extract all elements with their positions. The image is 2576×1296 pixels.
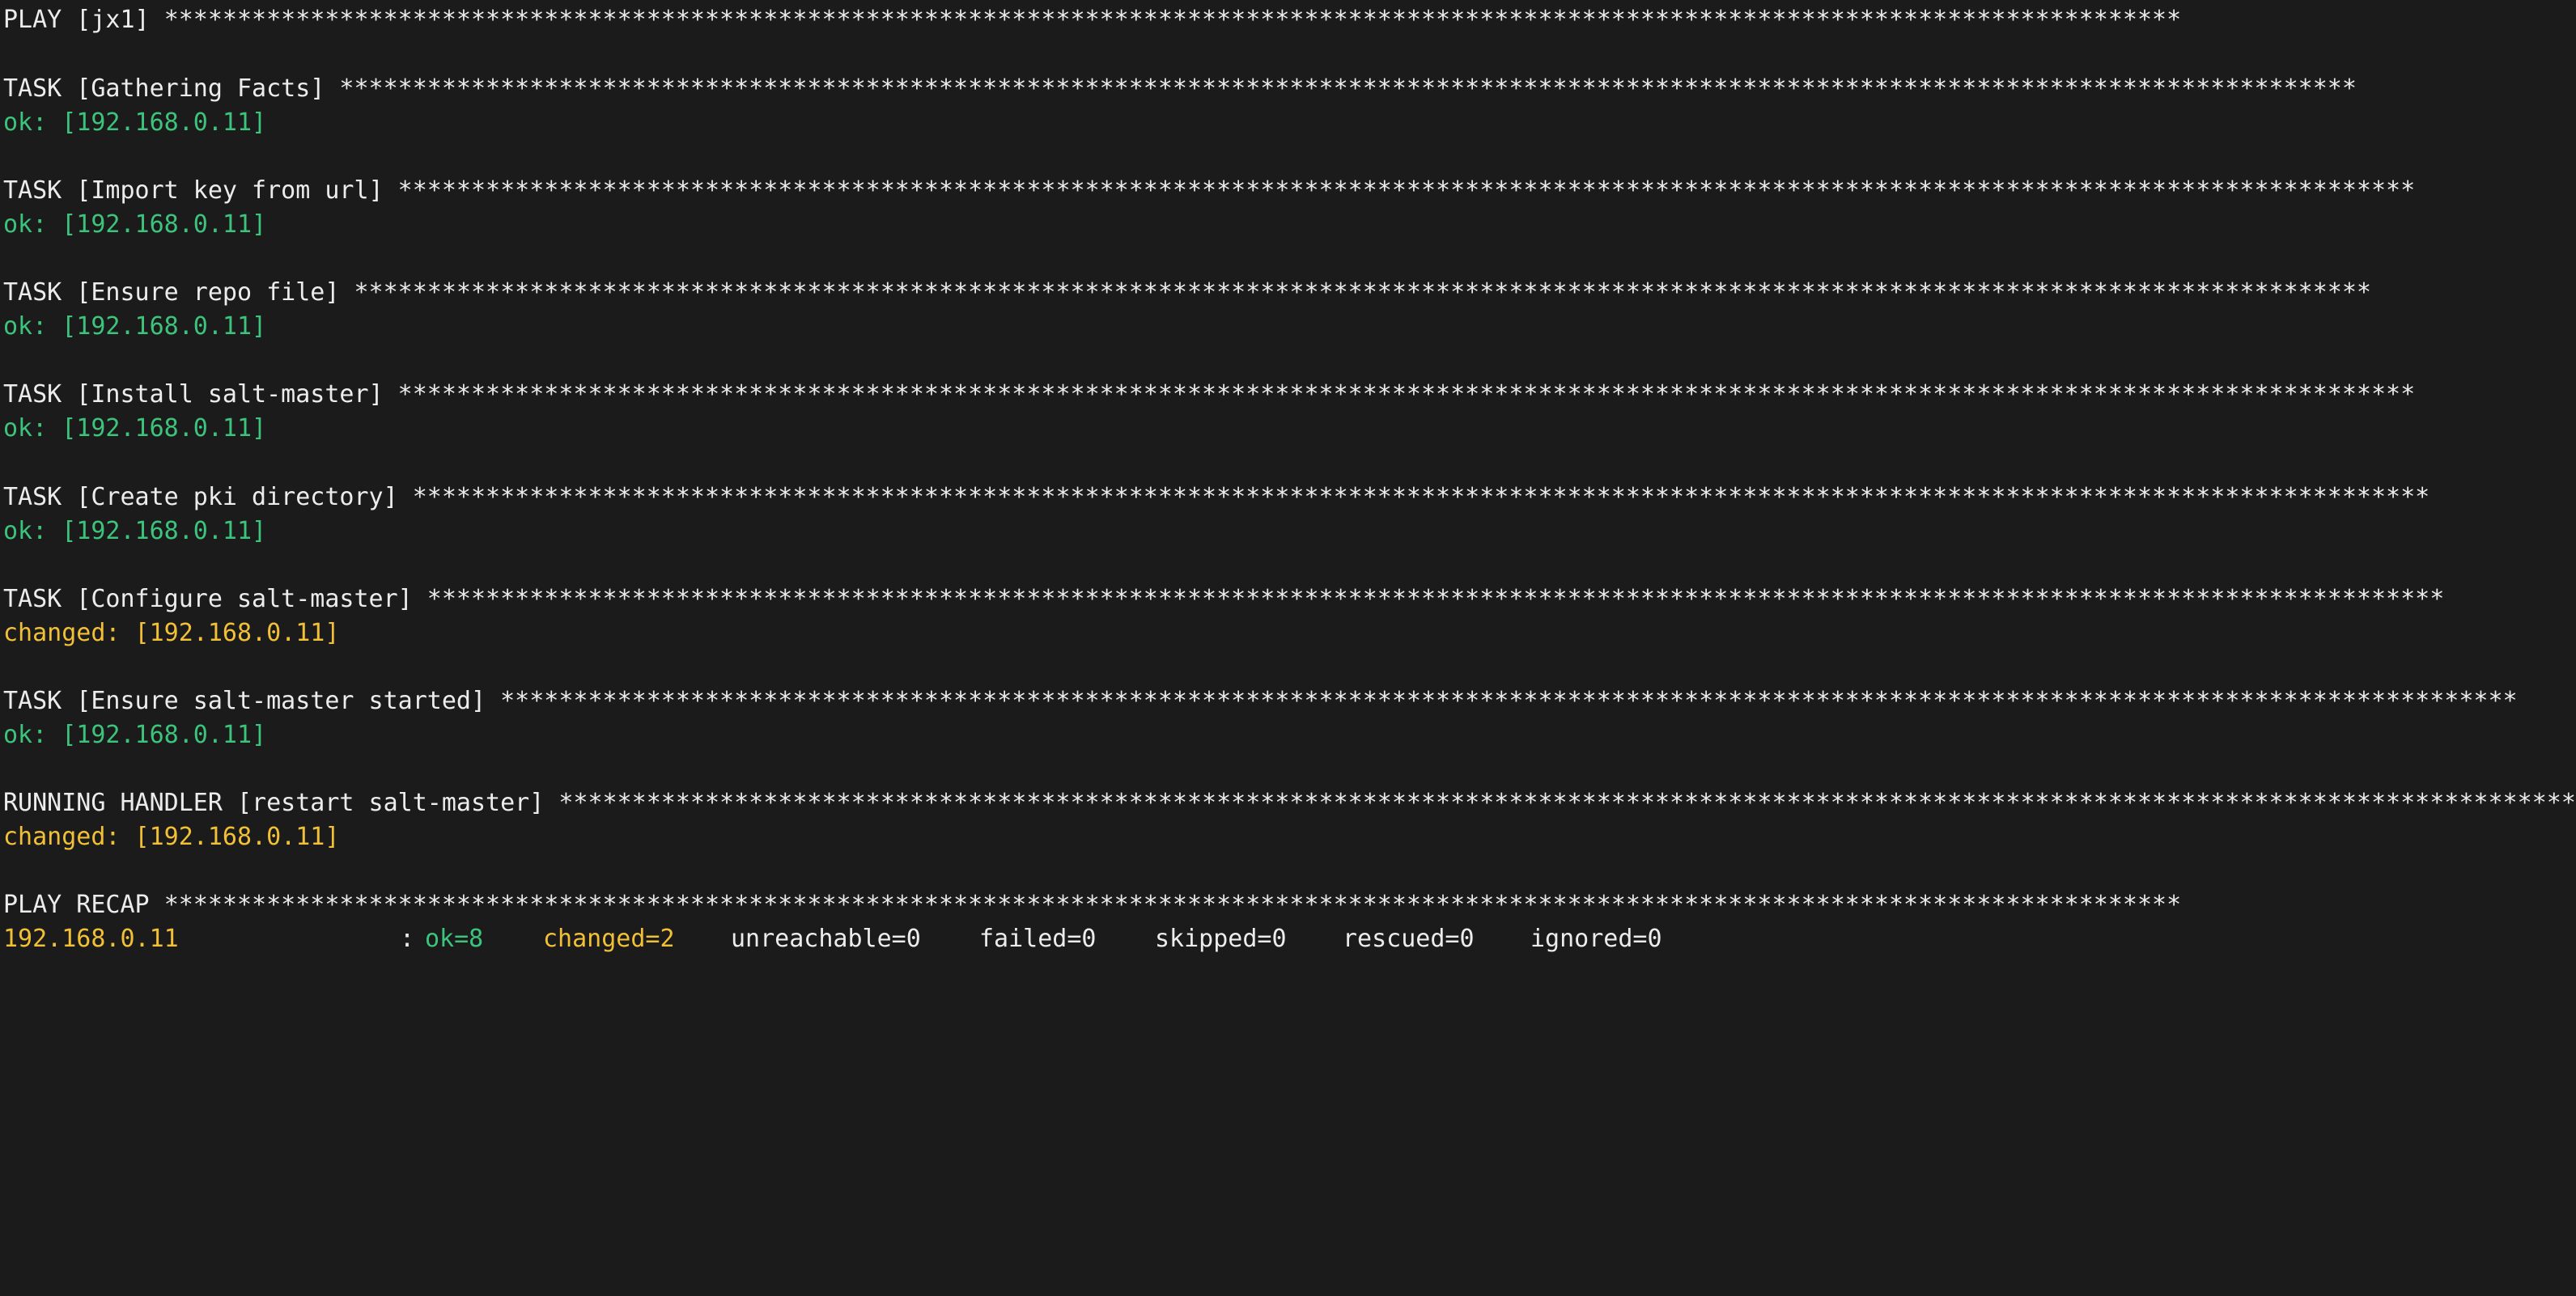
header-stars: ******************************************************************************************************************************************	[558, 789, 2576, 817]
task-header-line	[3, 481, 2430, 515]
recap-host: 192.168.0.11	[3, 925, 179, 953]
task-header-line	[3, 72, 2357, 106]
task-result-ok: ok: [192.168.0.11]	[3, 414, 267, 443]
task-result-ok: ok: [192.168.0.11]	[3, 517, 267, 545]
task-header-label: TASK [Install salt-master]	[3, 380, 384, 409]
task-header-label: TASK [Ensure salt-master started]	[3, 687, 486, 715]
recap-ok-count: ok=8	[425, 925, 484, 953]
header-stars: ******************************************************************************************************************************************	[427, 585, 2445, 613]
handler-result-changed: changed: [192.168.0.11]	[3, 823, 340, 851]
header-stars: ******************************************************************************************************************************************	[397, 176, 2416, 205]
header-stars: ******************************************************************************************************************************************	[500, 687, 2518, 715]
task-header-label: TASK [Create pki directory]	[3, 483, 398, 511]
play-header-label: PLAY [jx1]	[3, 6, 150, 34]
task-header-label: TASK [Configure salt-master]	[3, 585, 413, 613]
recap-separator: :	[400, 925, 415, 953]
task-result-ok: ok: [192.168.0.11]	[3, 312, 267, 341]
recap-rescued-count: rescued=0	[1343, 925, 1475, 953]
task-result-ok: ok: [192.168.0.11]	[3, 721, 267, 749]
task-header-line	[3, 174, 2416, 208]
recap-ignored-count: ignored=0	[1530, 925, 1662, 953]
task-header-line	[3, 378, 2416, 412]
play-recap-header-line	[3, 888, 2182, 922]
task-header-line	[3, 684, 2518, 718]
task-header-label: TASK [Ensure repo file]	[3, 278, 340, 307]
task-header-label: TASK [Import key from url]	[3, 176, 384, 205]
task-header-line	[3, 276, 2371, 310]
play-recap-row	[3, 922, 1865, 956]
task-result-ok: ok: [192.168.0.11]	[3, 210, 267, 239]
handler-header-line	[3, 786, 2576, 820]
recap-unreachable-count: unreachable=0	[731, 925, 921, 953]
header-stars: ******************************************************************************************************************************************	[163, 891, 2182, 919]
recap-failed-count: failed=0	[979, 925, 1097, 953]
handler-header-label: RUNNING HANDLER [restart salt-master]	[3, 789, 545, 817]
header-stars: ******************************************************************************************************************************************	[163, 6, 2182, 34]
recap-changed-count: changed=2	[543, 925, 675, 953]
header-stars: ******************************************************************************************************************************************	[354, 278, 2371, 307]
task-header-label: TASK [Gathering Facts]	[3, 74, 325, 103]
play-recap-label: PLAY RECAP	[3, 891, 150, 919]
header-stars: ******************************************************************************************************************************************	[397, 380, 2416, 409]
task-result-ok: ok: [192.168.0.11]	[3, 108, 267, 137]
task-result-changed: changed: [192.168.0.11]	[3, 619, 340, 647]
header-stars: ******************************************************************************************************************************************	[339, 74, 2357, 103]
play-header-line	[3, 3, 2182, 37]
header-stars: ******************************************************************************************************************************************	[412, 483, 2430, 511]
recap-skipped-count: skipped=0	[1155, 925, 1287, 953]
task-header-line	[3, 582, 2445, 616]
